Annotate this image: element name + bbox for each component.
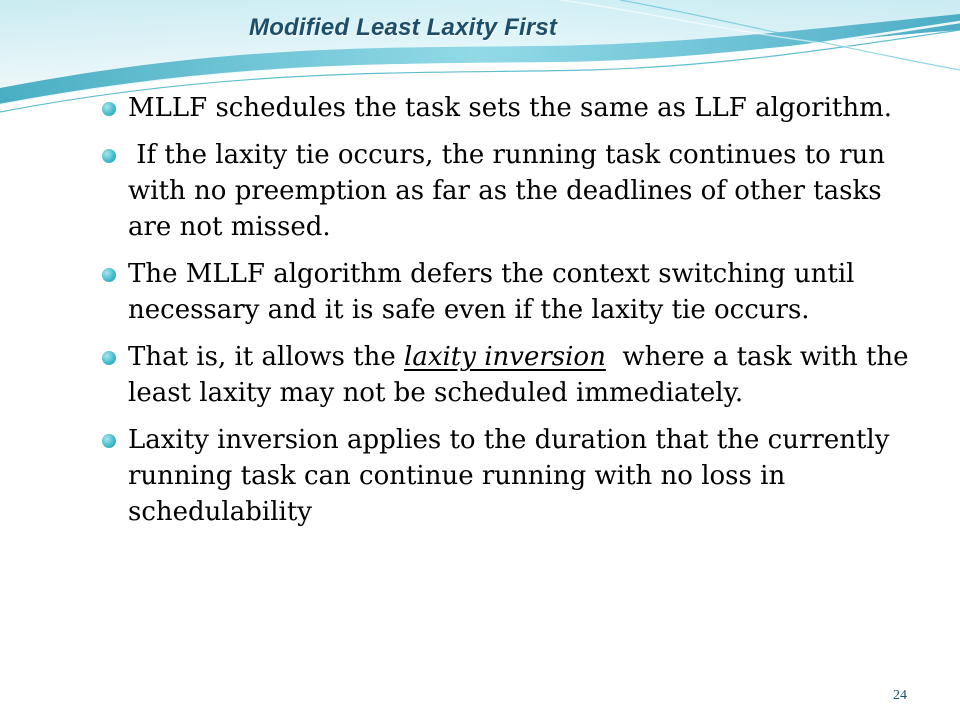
- bullet-icon: [102, 268, 116, 282]
- laxity-inversion-term: laxity inversion: [404, 342, 606, 372]
- slide-title: Modified Least Laxity First: [249, 14, 558, 41]
- bullet-text: MLLF schedules the task sets the same as LLF algorithm.: [128, 93, 893, 123]
- bullet-icon: [102, 351, 116, 365]
- bullet-icon: [102, 102, 116, 116]
- bullet-icon: [102, 434, 116, 448]
- bullet-text-after: where a task with the least laxity may not be scheduled immediately.: [128, 342, 917, 408]
- bullet-text-before: That is, it allows the: [128, 342, 405, 372]
- bullet-list: [100, 90, 930, 541]
- bullet-item: [100, 137, 930, 245]
- bullet-text: Laxity inversion applies to the duration that the currently running task can continue running with no loss in schedulability: [128, 425, 890, 527]
- page-number: 24: [893, 688, 907, 703]
- bullet-text: The MLLF algorithm defers the context switching until necessary and it is safe even if the laxity tie occurs.: [128, 259, 855, 325]
- bullet-item: [100, 256, 930, 328]
- bullet-text: If the laxity tie occurs, the running task continues to run with no preemption as far as the deadlines of other tasks are not missed.: [128, 140, 894, 242]
- bullet-item: [100, 422, 930, 530]
- bullet-item: [100, 90, 930, 126]
- bullet-item: [100, 339, 930, 411]
- bullet-icon: [102, 149, 116, 163]
